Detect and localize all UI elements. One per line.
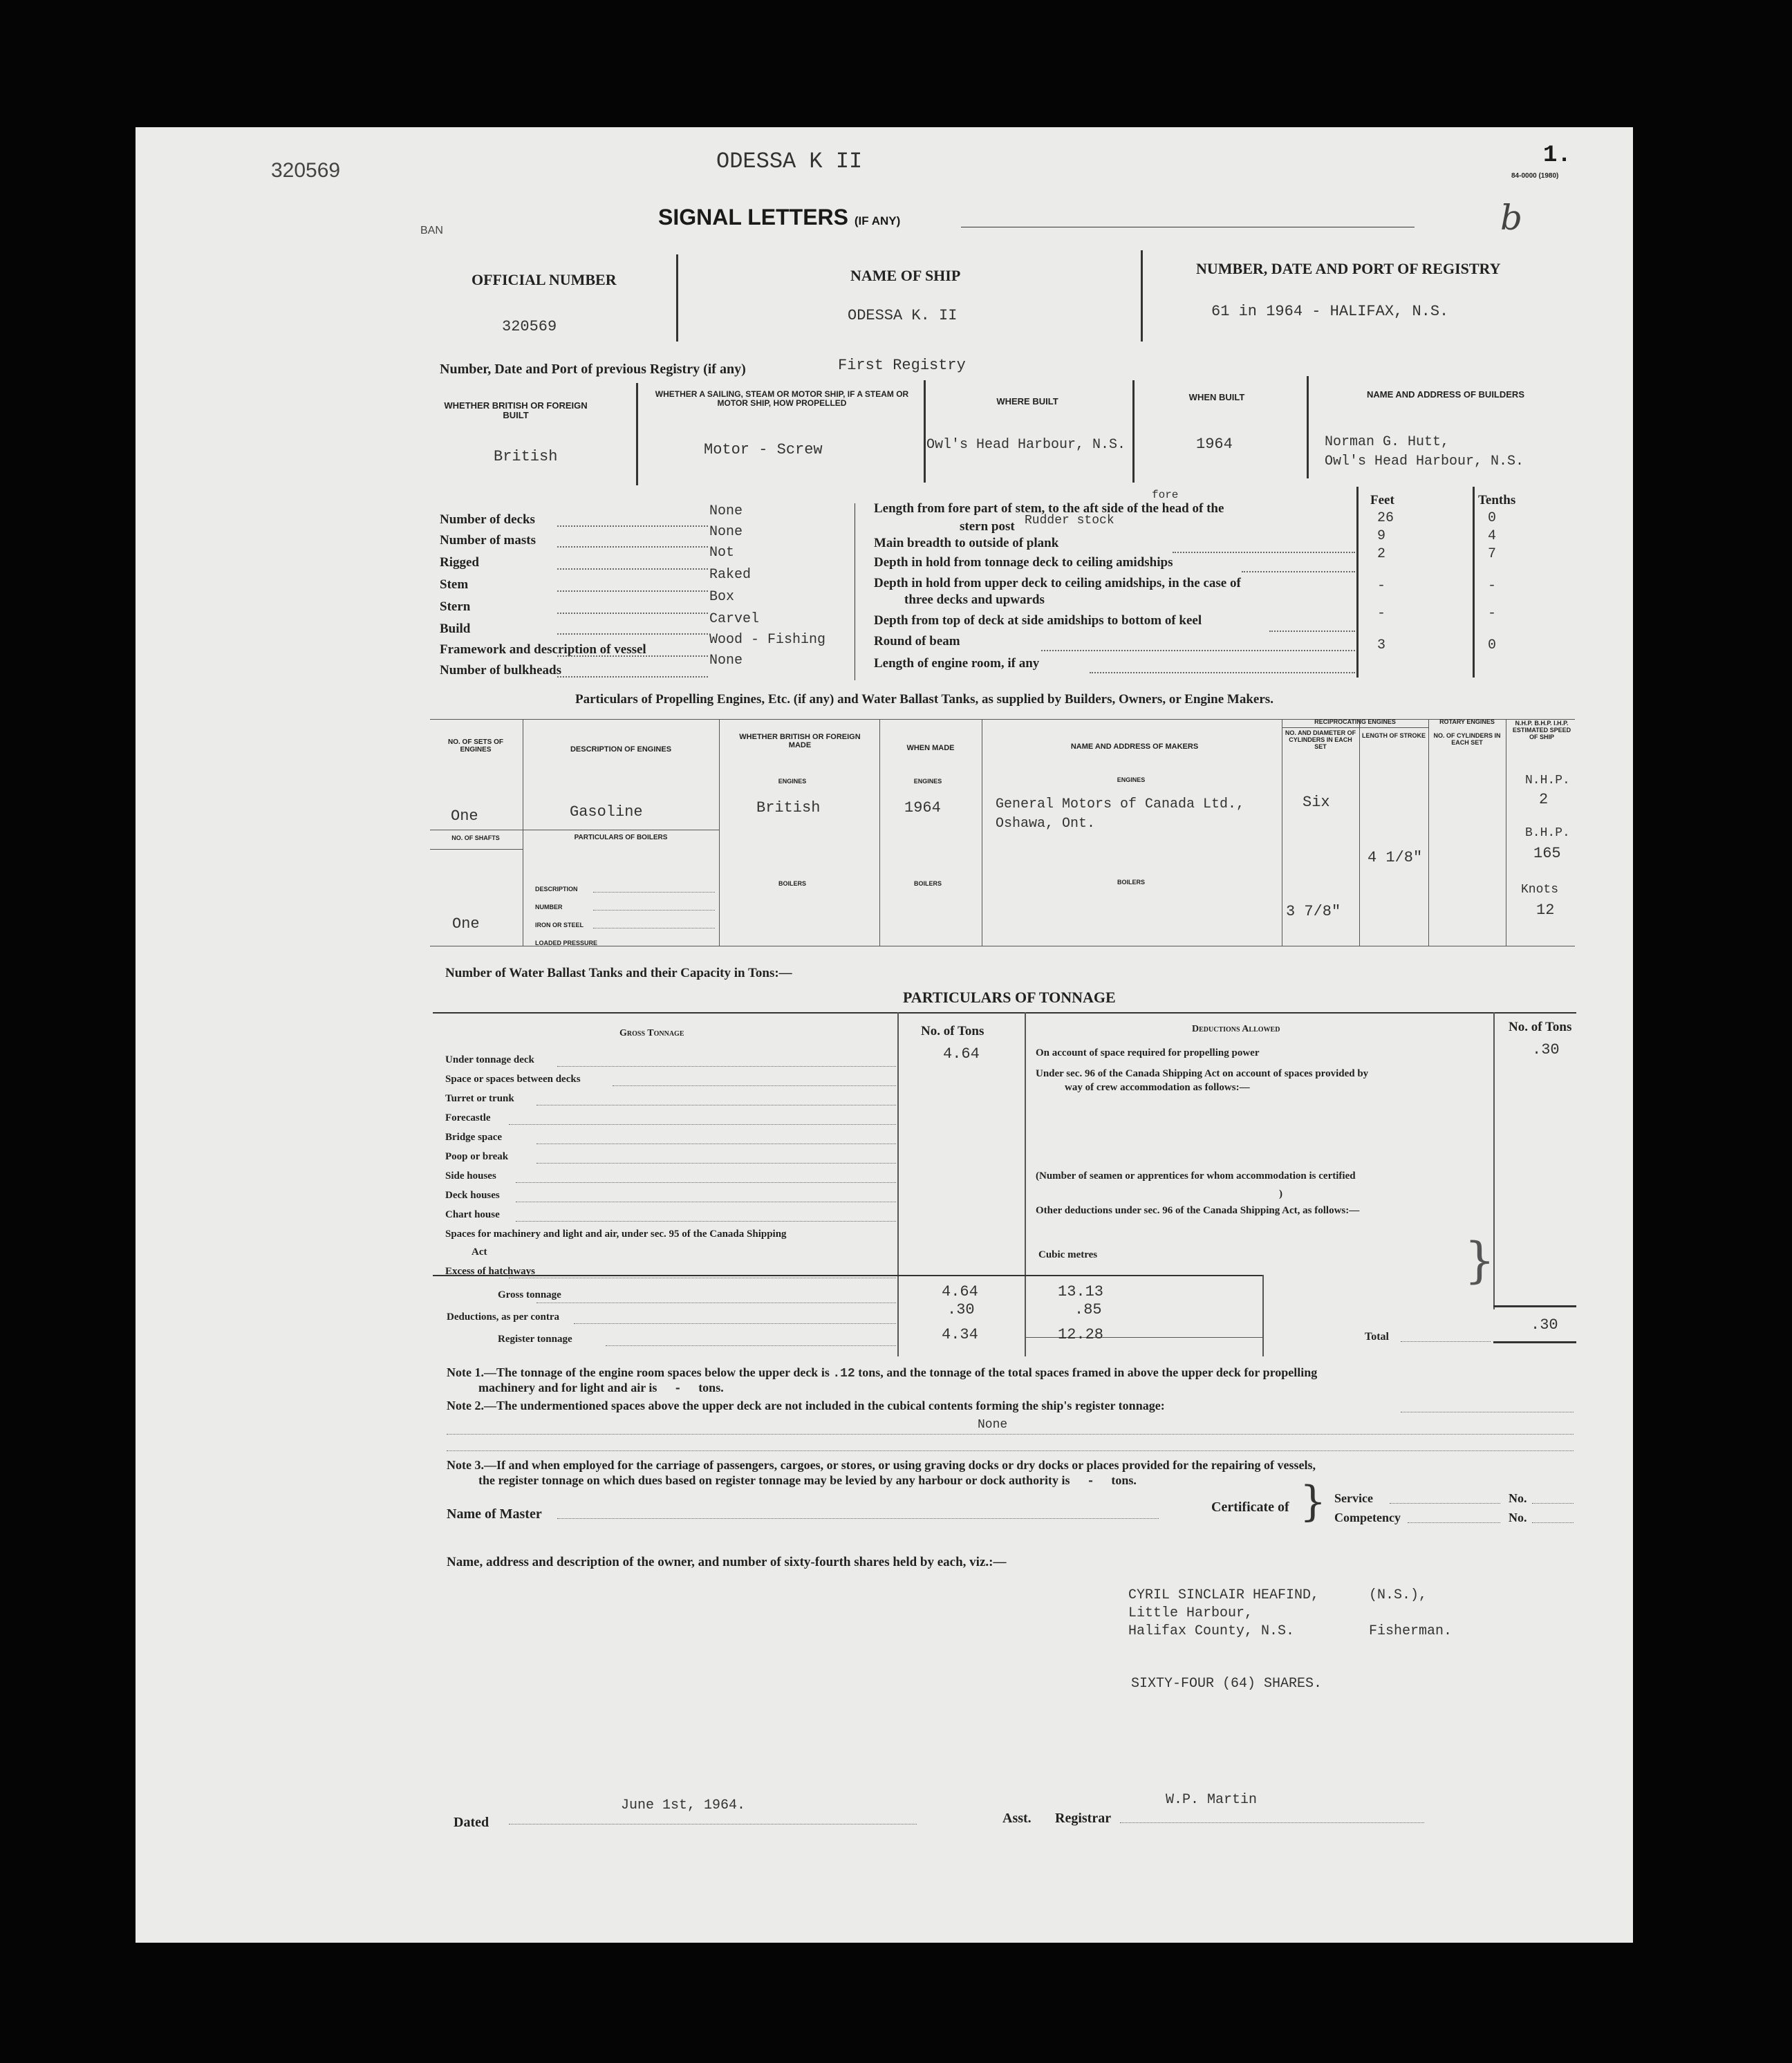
register-tonnage-tons: 4.34 bbox=[942, 1326, 978, 1343]
registry-number-value: 61 in 1964 - HALIFAX, N.S. bbox=[1211, 303, 1449, 320]
no-of-tons-label: No. of Tons bbox=[921, 1024, 984, 1038]
nhp-value: 2 bbox=[1539, 791, 1549, 808]
previous-registry-value: First Registry bbox=[838, 357, 966, 374]
signal-mark: BAN bbox=[420, 225, 443, 236]
deduction-item: Other deductions under sec. 96 of the Canada Shipping Act, as follows:— bbox=[1036, 1205, 1360, 1216]
feet-label: Feet bbox=[1370, 493, 1394, 507]
note-3-text-2: the register tonnage on which dues based on register tonnage may be levied by any harbour or dock authority is - tons. bbox=[478, 1473, 1137, 1488]
owner-occupation: Fisherman. bbox=[1369, 1623, 1453, 1639]
owner-initials: (N.S.), bbox=[1369, 1587, 1428, 1603]
gross-item: Poop or break bbox=[445, 1151, 509, 1162]
dimension-tenths: 7 bbox=[1488, 546, 1497, 562]
builder-address: Owl's Head Harbour, N.S. bbox=[1325, 454, 1524, 469]
owner-address-2: Halifax County, N.S. bbox=[1128, 1623, 1295, 1639]
boiler-row-label: DESCRIPTION bbox=[535, 886, 578, 893]
where-built-value: Owl's Head Harbour, N.S. bbox=[926, 437, 1126, 453]
deductions-allowed-label: Deductions Allowed bbox=[1192, 1024, 1280, 1034]
note-1-engine-tons: .12 bbox=[832, 1367, 855, 1381]
name-of-master-label: Name of Master bbox=[447, 1506, 542, 1522]
previous-registry-label: Number, Date and Port of previous Registry (if any) bbox=[440, 362, 746, 377]
tonnage-title: PARTICULARS OF TONNAGE bbox=[903, 989, 1116, 1006]
deductions-tons: .30 bbox=[947, 1301, 975, 1318]
sub-engines-makers: ENGINES bbox=[1117, 776, 1146, 783]
particular-label: Rigged bbox=[440, 555, 479, 570]
knots-label: Knots bbox=[1521, 883, 1559, 897]
cubic-metres-label: Cubic metres bbox=[1038, 1249, 1098, 1260]
dimension-label-2: three decks and upwards bbox=[904, 592, 1045, 607]
knots-value: 12 bbox=[1536, 902, 1555, 919]
note-2-text: Note 2.—The undermentioned spaces above the upper deck are not included in the cubical contents forming the ship's register tonnage: bbox=[447, 1399, 1165, 1412]
particular-value: None bbox=[709, 653, 743, 669]
engine-makers-value: General Motors of Canada Ltd., bbox=[996, 796, 1245, 812]
gross-item: Under tonnage deck bbox=[445, 1054, 534, 1065]
brace-mark: } bbox=[1464, 1232, 1495, 1289]
propulsion-label: WHETHER A SAILING, STEAM OR MOTOR SHIP, IF A STEAM OR MOTOR SHIP, HOW PROPELLED bbox=[655, 389, 909, 409]
particular-value: Not bbox=[709, 545, 735, 561]
registry-form-sheet bbox=[136, 127, 1633, 1943]
british-built-label: WHETHER BRITISH OR FOREIGN BUILT bbox=[444, 400, 588, 421]
sub-boilers-when: BOILERS bbox=[913, 880, 942, 887]
dimension-feet: 3 bbox=[1377, 637, 1386, 653]
length-tenths: 0 bbox=[1488, 510, 1497, 526]
boiler-row-label: IRON OR STEEL bbox=[535, 922, 584, 928]
dimension-label: Length of engine room, if any bbox=[874, 656, 1040, 671]
length-feet: 26 bbox=[1377, 510, 1394, 526]
tenths-label: Tenths bbox=[1478, 493, 1516, 507]
registrar-label: Registrar bbox=[1055, 1811, 1112, 1826]
col-sets-of-engines: NO. OF SETS OF ENGINES bbox=[447, 738, 503, 754]
gross-tonnage-cubic: 13.13 bbox=[1058, 1283, 1104, 1300]
dimension-label: Depth from top of deck at side amidships to bottom of keel bbox=[874, 613, 1202, 628]
owner-name: CYRIL SINCLAIR HEAFIND, bbox=[1128, 1587, 1320, 1603]
no-of-tons-label-2: No. of Tons bbox=[1509, 1020, 1572, 1034]
particular-label: Framework and description of vessel bbox=[440, 642, 646, 657]
total-label: Total bbox=[1365, 1331, 1389, 1343]
engine-description-value: Gasoline bbox=[570, 803, 643, 821]
registry-number-label: NUMBER, DATE AND PORT OF REGISTRY bbox=[1196, 260, 1501, 277]
gross-tonnage-label: Gross Tonnage bbox=[619, 1028, 684, 1038]
engine-stroke-value: 4 1/8" bbox=[1368, 849, 1423, 866]
particular-label: Number of decks bbox=[440, 512, 535, 527]
particular-label: Stem bbox=[440, 577, 469, 592]
gross-item: Chart house bbox=[445, 1209, 500, 1220]
col-reciprocating-engines: RECIPROCATING ENGINES bbox=[1314, 718, 1396, 725]
bhp-label: B.H.P. bbox=[1525, 826, 1570, 840]
particular-label: Build bbox=[440, 622, 471, 636]
register-tonnage-row-label: Register tonnage bbox=[498, 1334, 572, 1345]
deductions-cubic: .85 bbox=[1074, 1301, 1102, 1318]
note-3-text: Note 3.—If and when employed for the carriage of passengers, cargoes, or stores, or using graving docks or dry docks or places provided for the repairing of vessels, bbox=[447, 1458, 1316, 1472]
dated-label: Dated bbox=[454, 1815, 489, 1830]
name-of-ship-label: NAME OF SHIP bbox=[850, 267, 961, 284]
particular-value: Carvel bbox=[709, 611, 760, 627]
handwritten-mark: 𝑏 bbox=[1500, 198, 1523, 238]
length-label: Length from fore part of stem, to the aft side of the head of the bbox=[874, 501, 1224, 516]
gross-item: Turret or trunk bbox=[445, 1093, 514, 1104]
sub-engines-british: ENGINES bbox=[778, 778, 807, 785]
particular-value: Wood - Fishing bbox=[709, 632, 826, 648]
dimension-label: Main breadth to outside of plank bbox=[874, 536, 1059, 550]
particular-value: Raked bbox=[709, 567, 752, 583]
dimension-feet: - bbox=[1377, 606, 1386, 622]
service-no-label: No. bbox=[1509, 1491, 1527, 1505]
certificate-label: Certificate of bbox=[1211, 1500, 1289, 1515]
note-1-air-tons: - bbox=[673, 1382, 682, 1396]
sub-boilers-british: BOILERS bbox=[778, 880, 806, 887]
dimension-feet: 2 bbox=[1377, 546, 1386, 562]
gross-tonnage-row-label: Gross tonnage bbox=[498, 1289, 561, 1300]
dimension-tenths: - bbox=[1488, 606, 1497, 622]
propelling-tons: .30 bbox=[1532, 1041, 1560, 1058]
boiler-row-label: NUMBER bbox=[535, 904, 563, 911]
gross-item: Bridge space bbox=[445, 1132, 503, 1143]
deduction-item: (Number of seamen or apprentices for whom accommodation is certified bbox=[1036, 1170, 1356, 1182]
page-number: 1. bbox=[1543, 142, 1571, 169]
register-tonnage-cubic: 12.28 bbox=[1058, 1326, 1104, 1343]
length-note: Rudder stock bbox=[1025, 514, 1114, 528]
form-number: 84-0000 (1980) bbox=[1511, 172, 1559, 180]
propulsion-value: Motor - Screw bbox=[704, 441, 823, 458]
col-cylinders: NO. AND DIAMETER OF CYLINDERS IN EACH SET bbox=[1285, 729, 1356, 750]
gross-tonnage-tons: 4.64 bbox=[942, 1283, 978, 1300]
particular-value: None bbox=[709, 503, 743, 519]
fore-insert: fore bbox=[1152, 489, 1179, 501]
competency-label: Competency bbox=[1334, 1511, 1401, 1524]
dated-value: June 1st, 1964. bbox=[621, 1798, 746, 1813]
gross-item: Space or spaces between decks bbox=[445, 1074, 581, 1085]
when-built-value: 1964 bbox=[1196, 436, 1233, 453]
engine-when-made-value: 1964 bbox=[904, 799, 941, 816]
certificate-brace: } bbox=[1300, 1477, 1327, 1526]
note-2-value: None bbox=[978, 1418, 1008, 1432]
deduction-item: ) bbox=[1279, 1188, 1282, 1199]
particulars-of-boilers-label: PARTICULARS OF BOILERS bbox=[574, 834, 668, 841]
ship-heading: ODESSA K II bbox=[716, 149, 863, 174]
deduction-item: Under sec. 96 of the Canada Shipping Act on account of spaces provided by bbox=[1036, 1068, 1369, 1079]
name-of-ship-value: ODESSA K. II bbox=[848, 307, 958, 324]
dimension-feet: - bbox=[1377, 578, 1386, 594]
nhp-label: N.H.P. bbox=[1525, 774, 1570, 787]
owner-label: Name, address and description of the owner, and number of sixty-fourth shares held by each, viz.:— bbox=[447, 1555, 1007, 1569]
dimension-label: Round of beam bbox=[874, 634, 960, 648]
where-built-label: WHERE BUILT bbox=[996, 396, 1058, 407]
dimension-label: Depth in hold from upper deck to ceiling amidships, in the case of bbox=[874, 576, 1241, 590]
particular-label: Number of masts bbox=[440, 533, 536, 548]
col-rotary-engines: ROTARY ENGINES bbox=[1439, 718, 1495, 725]
asst-label: Asst. bbox=[1002, 1811, 1032, 1826]
official-number-value: 320569 bbox=[502, 318, 557, 335]
builder-name: Norman G. Hutt, bbox=[1325, 434, 1450, 450]
deductions-row-label: Deductions, as per contra bbox=[447, 1311, 560, 1323]
gross-item: Forecastle bbox=[445, 1112, 491, 1123]
builders-label: NAME AND ADDRESS OF BUILDERS bbox=[1367, 389, 1524, 400]
engine-makers-city: Oshawa, Ont. bbox=[996, 816, 1096, 832]
deduction-item: On account of space required for propelling power bbox=[1036, 1047, 1260, 1058]
gross-item: Excess of hatchways bbox=[445, 1266, 535, 1277]
engine-cylinders-value: Six bbox=[1303, 794, 1330, 811]
service-label: Service bbox=[1334, 1491, 1373, 1505]
sub-boilers-makers: BOILERS bbox=[1117, 879, 1145, 886]
gross-item: Deck houses bbox=[445, 1190, 500, 1201]
file-number: 320569 bbox=[271, 159, 341, 182]
particular-label: Number of bulkheads bbox=[440, 663, 561, 678]
col-makers: NAME AND ADDRESS OF MAKERS bbox=[1070, 743, 1199, 751]
when-built-label: WHEN BUILT bbox=[1188, 392, 1245, 402]
col-rotary-cylinders: NO. OF CYLINDERS IN EACH SET bbox=[1433, 732, 1501, 746]
length-label-2: stern post bbox=[960, 519, 1015, 534]
dimension-tenths: - bbox=[1488, 578, 1497, 594]
engine-british-value: British bbox=[756, 799, 821, 816]
official-number-label: OFFICIAL NUMBER bbox=[472, 271, 617, 288]
col-description-of-engines: DESCRIPTION OF ENGINES bbox=[570, 745, 672, 754]
note-1-text-2: machinery and for light and air is - tons. bbox=[478, 1381, 724, 1396]
col-british-made: WHETHER BRITISH OR FOREIGN MADE bbox=[739, 733, 861, 750]
british-built-value: British bbox=[494, 448, 558, 465]
gross-item: Act bbox=[472, 1247, 487, 1258]
dimension-feet: 9 bbox=[1377, 528, 1386, 544]
gross-item: Side houses bbox=[445, 1170, 496, 1182]
gross-item: Spaces for machinery and light and air, under sec. 95 of the Canada Shipping bbox=[445, 1229, 787, 1240]
bhp-value: 165 bbox=[1533, 845, 1561, 862]
engines-title: Particulars of Propelling Engines, Etc. (if any) and Water Ballast Tanks, as supplied by Builders, Owners, or Engine Makers. bbox=[575, 692, 1273, 707]
col-stroke: LENGTH OF STROKE bbox=[1362, 732, 1426, 739]
water-ballast-label: Number of Water Ballast Tanks and their Capacity in Tons:— bbox=[445, 966, 792, 980]
note-1-text: Note 1.—The tonnage of the engine room spaces below the upper deck is .12 tons, and the tonnage of the total spaces framed in above the upper deck for propelling bbox=[447, 1365, 1318, 1381]
dimension-label: Depth in hold from tonnage deck to ceiling amidships bbox=[874, 555, 1173, 570]
owner-shares: SIXTY-FOUR (64) SHARES. bbox=[1131, 1676, 1323, 1692]
boiler-row-label: LOADED PRESSURE bbox=[535, 940, 598, 946]
competency-no-label: No. bbox=[1509, 1511, 1527, 1524]
note-3-value: - bbox=[1087, 1475, 1094, 1488]
particular-value: Box bbox=[709, 589, 735, 605]
dimension-tenths: 4 bbox=[1488, 528, 1497, 544]
signal-letters-title: SIGNAL LETTERS (IF ANY) bbox=[658, 205, 901, 230]
deduction-item: way of crew accommodation as follows:— bbox=[1065, 1082, 1250, 1093]
no-of-shafts-label: NO. OF SHAFTS bbox=[451, 834, 500, 841]
under-deck-tons: 4.64 bbox=[943, 1045, 980, 1063]
shafts-value: One bbox=[452, 915, 480, 933]
engine-sets-value: One bbox=[451, 808, 478, 825]
particular-label: Stern bbox=[440, 599, 471, 614]
total-value: .30 bbox=[1531, 1316, 1558, 1334]
particular-value: None bbox=[709, 524, 743, 540]
dimension-tenths: 0 bbox=[1488, 637, 1497, 653]
col-power: N.H.P. B.H.P. I.H.P. ESTIMATED SPEED OF SHIP bbox=[1512, 720, 1571, 740]
owner-address-1: Little Harbour, bbox=[1128, 1605, 1253, 1621]
engine-bore-value: 3 7/8" bbox=[1286, 903, 1341, 920]
sub-engines-when: ENGINES bbox=[913, 778, 942, 785]
col-when-made: WHEN MADE bbox=[906, 744, 955, 752]
registrar-signature: W.P. Martin bbox=[1166, 1792, 1258, 1808]
